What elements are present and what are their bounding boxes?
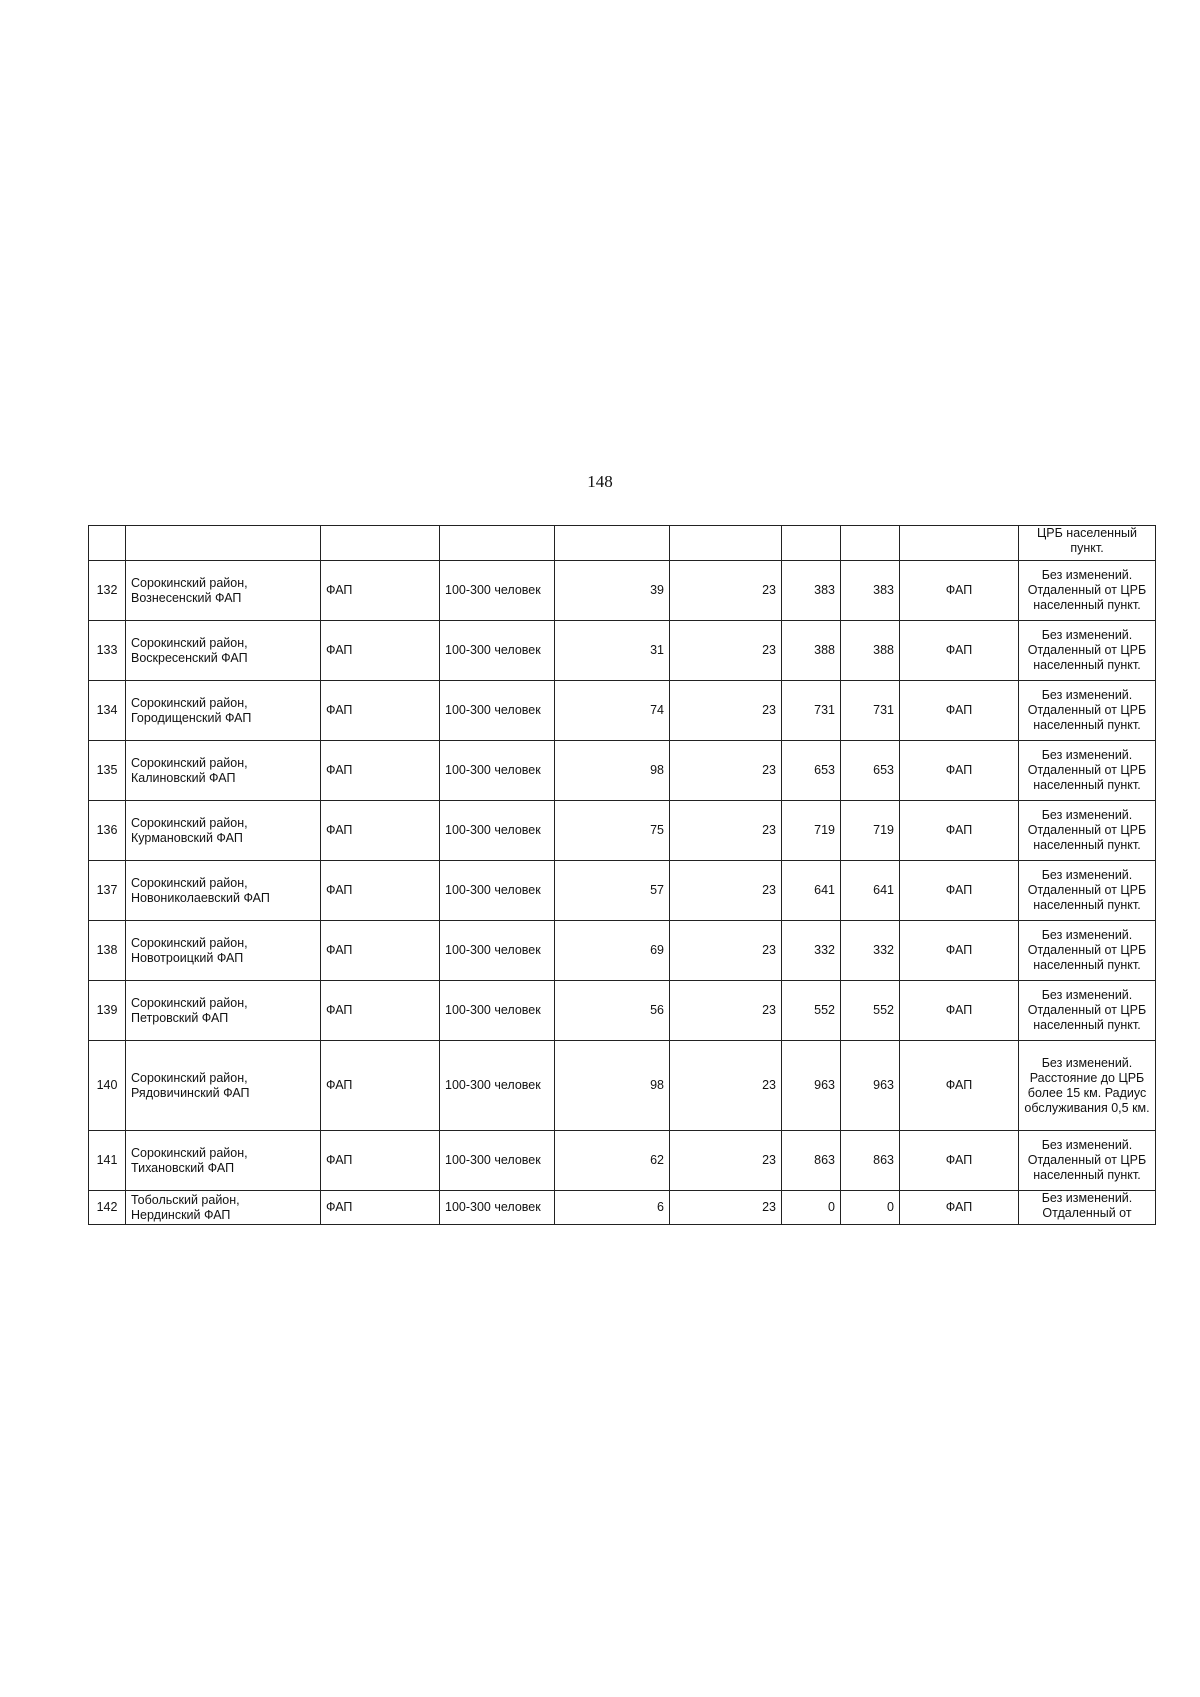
cell-v1: 98 bbox=[555, 1041, 670, 1131]
cell-v2: 23 bbox=[670, 741, 782, 801]
cell-v4: 863 bbox=[841, 1131, 900, 1191]
cell-num: 132 bbox=[89, 561, 126, 621]
facility-name: Воскресенский ФАП bbox=[131, 650, 248, 665]
cell-num: 141 bbox=[89, 1131, 126, 1191]
cell-name bbox=[126, 801, 321, 861]
cell-v4: 963 bbox=[841, 1041, 900, 1131]
cell-v3: 653 bbox=[782, 741, 841, 801]
cell-new-type: ФАП bbox=[900, 981, 1019, 1041]
table-row bbox=[89, 1131, 1156, 1191]
cell-name bbox=[126, 1041, 321, 1131]
cell-v2: 23 bbox=[670, 801, 782, 861]
cell-type: ФАП bbox=[321, 1041, 440, 1131]
cell-note: Без изменений. Отдаленный от ЦРБ населенный пункт. bbox=[1019, 621, 1156, 681]
district-name: Сорокинский район, bbox=[131, 695, 248, 710]
cell-new-type: ФАП bbox=[900, 1131, 1019, 1191]
cell-v2: 23 bbox=[670, 921, 782, 981]
cell-population: 100-300 человек bbox=[440, 1191, 555, 1225]
cell-note: Без изменений. Отдаленный от ЦРБ населенный пункт. bbox=[1019, 801, 1156, 861]
cell-type: ФАП bbox=[321, 1191, 440, 1225]
cell-note: Без изменений. Отдаленный от ЦРБ населенный пункт. bbox=[1019, 921, 1156, 981]
table-row bbox=[89, 1041, 1156, 1131]
table-row bbox=[89, 801, 1156, 861]
cell-v2: 23 bbox=[670, 861, 782, 921]
cell-num: 135 bbox=[89, 741, 126, 801]
cell-type: ФАП bbox=[321, 741, 440, 801]
cell-v2 bbox=[670, 526, 782, 561]
cell-num: 137 bbox=[89, 861, 126, 921]
cell-v2: 23 bbox=[670, 561, 782, 621]
district-name: Сорокинский район, bbox=[131, 1070, 248, 1085]
cell-v3: 863 bbox=[782, 1131, 841, 1191]
district-name: Сорокинский район, bbox=[131, 815, 248, 830]
cell-v1: 98 bbox=[555, 741, 670, 801]
cell-v4 bbox=[841, 526, 900, 561]
cell-v1: 57 bbox=[555, 861, 670, 921]
cell-new-type: ФАП bbox=[900, 861, 1019, 921]
district-name: Сорокинский район, bbox=[131, 935, 248, 950]
cell-note: Без изменений. Отдаленный от ЦРБ населенный пункт. bbox=[1019, 861, 1156, 921]
cell-v3: 383 bbox=[782, 561, 841, 621]
cell-note: Без изменений. Отдаленный от ЦРБ населенный пункт. bbox=[1019, 741, 1156, 801]
facility-name: Новотроицкий ФАП bbox=[131, 950, 244, 965]
cell-population: 100-300 человек bbox=[440, 741, 555, 801]
cell-population: 100-300 человек bbox=[440, 1041, 555, 1131]
district-name: Сорокинский район, bbox=[131, 635, 248, 650]
cell-v4: 731 bbox=[841, 681, 900, 741]
cell-v2: 23 bbox=[670, 1041, 782, 1131]
table-row bbox=[89, 681, 1156, 741]
cell-v3: 388 bbox=[782, 621, 841, 681]
cell-v3: 963 bbox=[782, 1041, 841, 1131]
cell-new-type: ФАП bbox=[900, 621, 1019, 681]
cell-new-type bbox=[900, 526, 1019, 561]
cell-v2: 23 bbox=[670, 981, 782, 1041]
facility-name: Вознесенский ФАП bbox=[131, 590, 242, 605]
cell-note: Без изменений. Отдаленный от ЦРБ населенный пункт. bbox=[1019, 561, 1156, 621]
cell-note: ЦРБ населенный пункт. bbox=[1019, 526, 1156, 561]
cell-num: 136 bbox=[89, 801, 126, 861]
facility-name: Нердинский ФАП bbox=[131, 1207, 231, 1222]
cell-name bbox=[126, 681, 321, 741]
facility-name: Рядовичинский ФАП bbox=[131, 1085, 250, 1100]
facility-name: Городищенский ФАП bbox=[131, 710, 252, 725]
cell-v4: 388 bbox=[841, 621, 900, 681]
cell-v3: 552 bbox=[782, 981, 841, 1041]
cell-population: 100-300 человек bbox=[440, 681, 555, 741]
cell-population: 100-300 человек bbox=[440, 561, 555, 621]
facility-name: Калиновский ФАП bbox=[131, 770, 236, 785]
cell-note: Без изменений. Отдаленный от bbox=[1019, 1191, 1156, 1225]
cell-v3 bbox=[782, 526, 841, 561]
district-name: Сорокинский район, bbox=[131, 755, 248, 770]
cell-v1: 62 bbox=[555, 1131, 670, 1191]
cell-v1 bbox=[555, 526, 670, 561]
cell-type: ФАП bbox=[321, 861, 440, 921]
cell-v1: 6 bbox=[555, 1191, 670, 1225]
cell-v1: 75 bbox=[555, 801, 670, 861]
table-row bbox=[89, 561, 1156, 621]
cell-v2: 23 bbox=[670, 1191, 782, 1225]
cell-v3: 731 bbox=[782, 681, 841, 741]
table-row bbox=[89, 921, 1156, 981]
cell-v1: 69 bbox=[555, 921, 670, 981]
facility-table bbox=[88, 525, 1156, 1225]
district-name: Сорокинский район, bbox=[131, 995, 248, 1010]
cell-name bbox=[126, 1131, 321, 1191]
cell-type: ФАП bbox=[321, 561, 440, 621]
cell-name bbox=[126, 861, 321, 921]
cell-population: 100-300 человек bbox=[440, 861, 555, 921]
cell-note: Без изменений. Отдаленный от ЦРБ населенный пункт. bbox=[1019, 981, 1156, 1041]
cell-population: 100-300 человек bbox=[440, 801, 555, 861]
cell-v1: 39 bbox=[555, 561, 670, 621]
cell-num bbox=[89, 526, 126, 561]
cell-type: ФАП bbox=[321, 981, 440, 1041]
cell-new-type: ФАП bbox=[900, 921, 1019, 981]
table-row bbox=[89, 1191, 1156, 1225]
cell-population: 100-300 человек bbox=[440, 1131, 555, 1191]
table-row bbox=[89, 981, 1156, 1041]
table-row bbox=[89, 621, 1156, 681]
cell-v4: 552 bbox=[841, 981, 900, 1041]
cell-v4: 383 bbox=[841, 561, 900, 621]
table-row-continuation bbox=[89, 526, 1156, 561]
cell-v4: 653 bbox=[841, 741, 900, 801]
cell-population: 100-300 человек bbox=[440, 921, 555, 981]
table-row bbox=[89, 861, 1156, 921]
cell-num: 139 bbox=[89, 981, 126, 1041]
cell-type: ФАП bbox=[321, 621, 440, 681]
cell-name bbox=[126, 1191, 321, 1225]
cell-type: ФАП bbox=[321, 921, 440, 981]
cell-num: 138 bbox=[89, 921, 126, 981]
cell-new-type: ФАП bbox=[900, 561, 1019, 621]
cell-name bbox=[126, 621, 321, 681]
cell-note: Без изменений. Отдаленный от ЦРБ населенный пункт. bbox=[1019, 1131, 1156, 1191]
cell-v4: 0 bbox=[841, 1191, 900, 1225]
cell-v4: 332 bbox=[841, 921, 900, 981]
cell-v2: 23 bbox=[670, 621, 782, 681]
cell-name bbox=[126, 741, 321, 801]
cell-type: ФАП bbox=[321, 801, 440, 861]
cell-population bbox=[440, 526, 555, 561]
cell-v3: 0 bbox=[782, 1191, 841, 1225]
cell-note: Без изменений. Отдаленный от ЦРБ населенный пункт. bbox=[1019, 681, 1156, 741]
cell-new-type: ФАП bbox=[900, 801, 1019, 861]
cell-new-type: ФАП bbox=[900, 681, 1019, 741]
cell-v4: 641 bbox=[841, 861, 900, 921]
cell-v1: 56 bbox=[555, 981, 670, 1041]
district-name: Сорокинский район, bbox=[131, 1145, 248, 1160]
cell-population: 100-300 человек bbox=[440, 621, 555, 681]
cell-name bbox=[126, 561, 321, 621]
cell-num: 134 bbox=[89, 681, 126, 741]
facility-name: Новониколаевский ФАП bbox=[131, 890, 270, 905]
cell-num: 142 bbox=[89, 1191, 126, 1225]
cell-v1: 31 bbox=[555, 621, 670, 681]
cell-note: Без изменений. Расстояние до ЦРБ более 15 км. Радиус обслуживания 0,5 км. bbox=[1019, 1041, 1156, 1131]
cell-name bbox=[126, 981, 321, 1041]
cell-type bbox=[321, 526, 440, 561]
page-number: 148 bbox=[587, 472, 613, 491]
cell-v3: 719 bbox=[782, 801, 841, 861]
table-row bbox=[89, 741, 1156, 801]
cell-population: 100-300 человек bbox=[440, 981, 555, 1041]
facility-name: Курмановский ФАП bbox=[131, 830, 243, 845]
cell-v2: 23 bbox=[670, 681, 782, 741]
cell-num: 140 bbox=[89, 1041, 126, 1131]
cell-v4: 719 bbox=[841, 801, 900, 861]
cell-v3: 641 bbox=[782, 861, 841, 921]
cell-new-type: ФАП bbox=[900, 741, 1019, 801]
district-name: Сорокинский район, bbox=[131, 875, 248, 890]
facility-name: Петровский ФАП bbox=[131, 1010, 229, 1025]
cell-v2: 23 bbox=[670, 1131, 782, 1191]
cell-new-type: ФАП bbox=[900, 1191, 1019, 1225]
cell-num: 133 bbox=[89, 621, 126, 681]
cell-v3: 332 bbox=[782, 921, 841, 981]
cell-type: ФАП bbox=[321, 681, 440, 741]
facility-name: Тихановский ФАП bbox=[131, 1160, 235, 1175]
cell-name bbox=[126, 921, 321, 981]
cell-v1: 74 bbox=[555, 681, 670, 741]
cell-new-type: ФАП bbox=[900, 1041, 1019, 1131]
district-name: Сорокинский район, bbox=[131, 575, 248, 590]
district-name: Тобольский район, bbox=[131, 1192, 240, 1207]
cell-name bbox=[126, 526, 321, 561]
cell-type: ФАП bbox=[321, 1131, 440, 1191]
